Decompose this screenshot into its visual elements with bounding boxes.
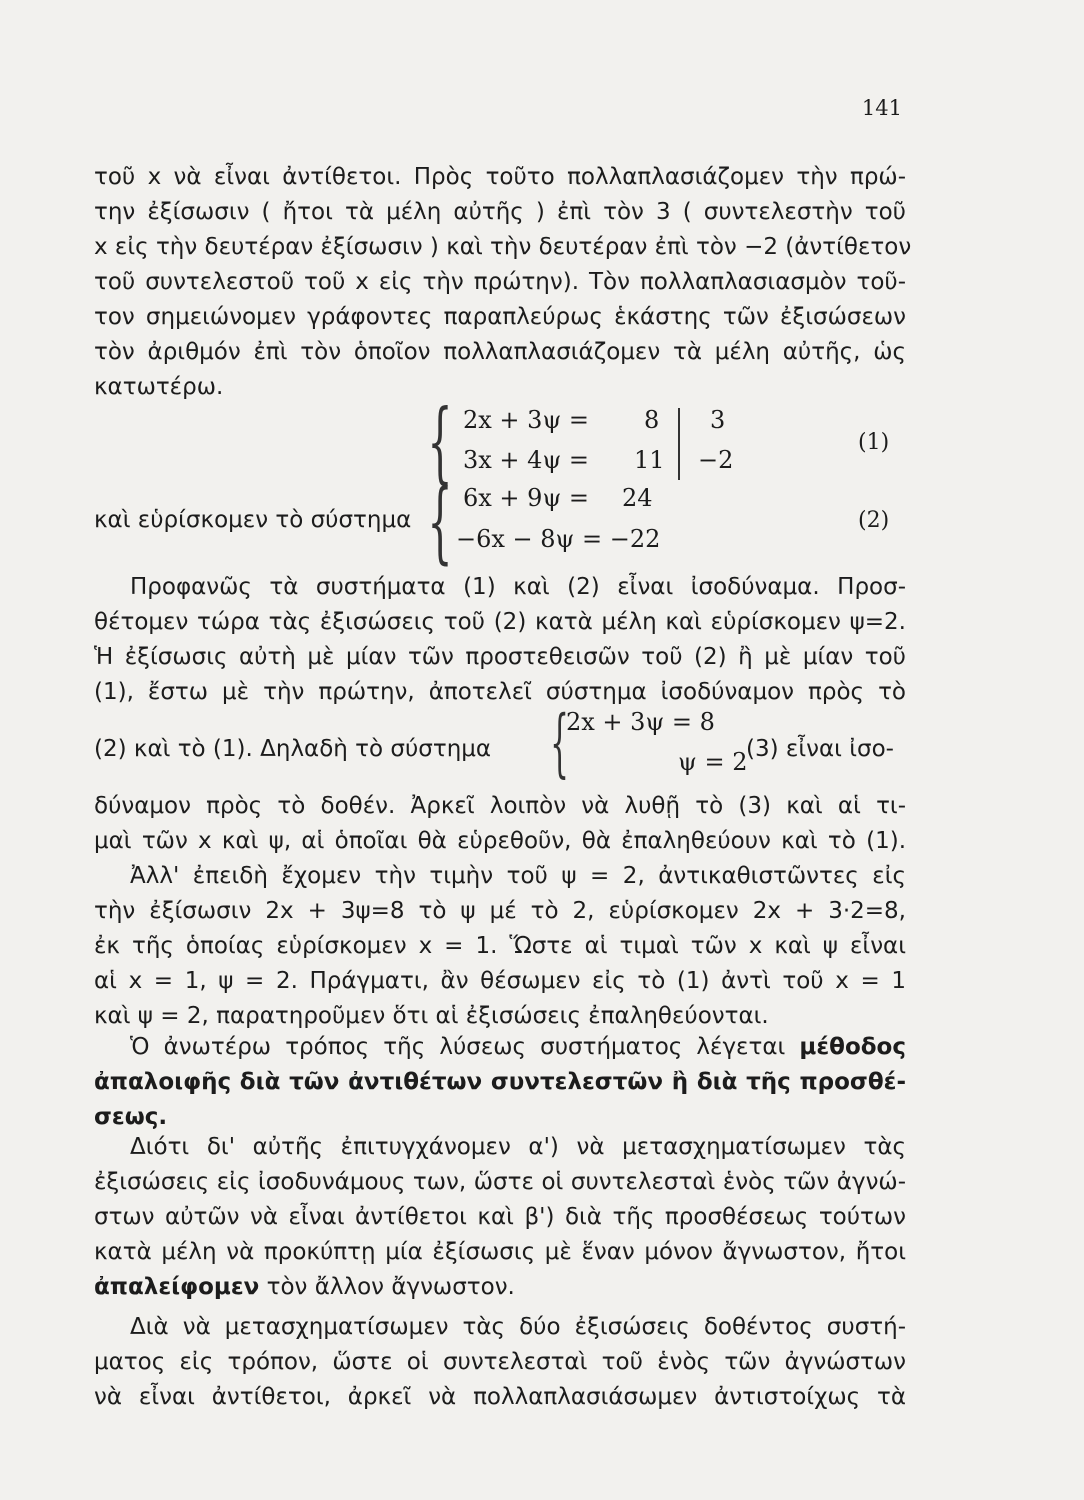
text-line: δύναμον πρὸς τὸ δοθέν. Ἀρκεῖ λοιπὸν νὰ λυθῇ τὸ (3) καὶ αἱ τι- xyxy=(94,793,906,819)
equation-1-left: 2x + 3ψ = xyxy=(463,406,589,434)
text-span: τὸν ἄλλον ἄγνωστον. xyxy=(266,1274,515,1300)
text-line: ἐξισώσεις εἰς ἰσοδυνάμους των, ὥστε οἱ συντελεσταὶ ἑνὸς τῶν ἀγνώ- xyxy=(94,1169,906,1195)
paragraph-2 xyxy=(94,570,906,710)
text-line: τοῦ x νὰ εἶναι ἀντίθετοι. Πρὸς τοῦτο πολλαπλασιάζομεν τὴν πρώ- xyxy=(94,164,906,190)
text-line: Προφανῶς τὰ συστήματα (1) καὶ (2) εἶναι ἰσοδύναμα. Προσ- xyxy=(130,574,906,600)
text-line: x εἰς τὴν δευτέραν ἐξίσωσιν ) καὶ τὴν δευτέραν ἐπὶ τὸν −2 (ἀντίθετον xyxy=(94,234,912,260)
multiplier-1: 3 xyxy=(710,406,726,434)
text-line: την ἐξίσωσιν ( ἤτοι τὰ μέλη αὐτῆς ) ἐπὶ τὸν 3 ( συντελεστὴν τοῦ xyxy=(94,199,906,225)
text-line: νὰ εἶναι ἀντίθετοι, ἀρκεῖ νὰ πολλαπλασιάσωμεν ἀντιστοίχως τὰ xyxy=(94,1384,906,1410)
bold-term: ἀπαλοιφῆς διὰ τῶν ἀντιθέτων συντελεστῶν ἢ διὰ τῆς προσθέ- xyxy=(94,1069,906,1095)
text-line: κατωτέρω. xyxy=(94,374,224,400)
text-line xyxy=(94,1065,906,1100)
separator-line xyxy=(678,408,680,480)
text-span: Ὁ ἀνωτέρω τρόπος τῆς λύσεως συστήματος λέγεται xyxy=(130,1034,786,1060)
system-3-intro: (2) καὶ τὸ (1). Δηλαδὴ τὸ σύστημα xyxy=(94,736,492,762)
text-line: μαὶ τῶν x καὶ ψ, αἱ ὁποῖαι θὰ εὑρεθοῦν, θὰ ἐπαληθεύουν καὶ τὸ (1). xyxy=(94,828,906,854)
equation-2-left: 3x + 4ψ = xyxy=(463,446,589,474)
text-line: ἐκ τῆς ὁποίας εὑρίσκομεν x = 1. Ὥστε αἱ τιμαὶ τῶν x καὶ ψ εἶναι xyxy=(94,933,906,959)
text-line: τὸν ἀριθμόν ἐπὶ τὸν ὁποῖον πολλαπλασιάζομεν τὰ μέλη αὐτῆς, ὡς xyxy=(94,339,906,365)
text-line: τοῦ συντελεστοῦ τοῦ x εἰς τὴν πρώτην). Τὸν πολλαπλασιασμὸν τοῦ- xyxy=(94,269,906,295)
paragraph-5 xyxy=(94,1130,906,1305)
system-label-2: (2) xyxy=(858,508,890,533)
multiplier-2: −2 xyxy=(698,446,734,474)
left-brace: { xyxy=(427,470,453,573)
text-line: αἱ x = 1, ψ = 2. Πράγματι, ἂν θέσωμεν εἰς τὸ (1) ἀντὶ τοῦ x = 1 xyxy=(94,968,906,994)
equation-3-right: 24 xyxy=(622,484,653,512)
equation-6: ψ = 2 xyxy=(678,748,748,776)
text-line: ματος εἰς τρόπον, ὥστε οἱ συντελεσταὶ τοῦ ἑνὸς τῶν ἀγνώστων xyxy=(94,1349,906,1375)
bold-term: σεως. xyxy=(94,1104,168,1130)
left-brace: { xyxy=(550,700,569,786)
text-line: καὶ ψ = 2, παρατηροῦμεν ὅτι αἱ ἐξισώσεις ἐπαληθεύονται. xyxy=(94,1003,769,1029)
paragraph-6 xyxy=(94,1310,906,1415)
system-3-after: (3) εἶναι ἰσο- xyxy=(746,736,894,762)
equation-4: −6x − 8ψ = −22 xyxy=(456,525,661,553)
equation-1-right: 8 xyxy=(644,406,660,434)
bold-term: ἀπαλείφομεν xyxy=(94,1274,260,1300)
bold-term: μέθοδος xyxy=(799,1034,906,1060)
text-line: Διὰ νὰ μετασχηματίσωμεν τὰς δύο ἐξισώσεις δοθέντος συστή- xyxy=(130,1314,906,1340)
text-line: Ἡ ἐξίσωσις αὐτὴ μὲ μίαν τῶν προστεθεισῶν τοῦ (2) ἢ μὲ μίαν τοῦ xyxy=(94,644,906,670)
page-number: 141 xyxy=(861,96,902,120)
system-label-1: (1) xyxy=(858,430,890,455)
equation-3-left: 6x + 9ψ = xyxy=(463,484,589,512)
paragraph-4 xyxy=(94,1030,906,1135)
system-2-intro: καὶ εὑρίσκομεν τὸ σύστημα xyxy=(94,507,412,533)
text-line: θέτομεν τώρα τὰς ἐξισώσεις τοῦ (2) κατὰ μέλη καὶ εὑρίσκομεν ψ=2. xyxy=(94,609,906,635)
text-line xyxy=(94,1270,906,1305)
equation-2-right: 11 xyxy=(634,446,665,474)
text-line xyxy=(94,1030,906,1065)
equation-5: 2x + 3ψ = 8 xyxy=(566,708,715,736)
left-brace: { xyxy=(427,390,453,493)
paragraph-3 xyxy=(94,789,906,1034)
text-line: Διότι δι' αὐτῆς ἐπιτυγχάνομεν α') νὰ μετασχηματίσωμεν τὰς xyxy=(130,1134,906,1160)
text-line: στων αὐτῶν νὰ εἶναι ἀντίθετοι καὶ β') διὰ τῆς προσθέσεως τούτων xyxy=(94,1204,906,1230)
text-line: (1), ἔστω μὲ τὴν πρώτην, ἀποτελεῖ σύστημα ἰσοδύναμον πρὸς τὸ xyxy=(94,679,906,705)
text-line: κατὰ μέλη νὰ προκύπτῃ μία ἐξίσωσις μὲ ἕναν μόνον ἄγνωστον, ἤτοι xyxy=(94,1239,906,1265)
text-line: τὴν ἐξίσωσιν 2x + 3ψ=8 τὸ ψ μέ τὸ 2, εὑρίσκομεν 2x + 3·2=8, xyxy=(94,898,906,924)
paragraph-1 xyxy=(94,160,912,405)
text-line: τον σημειώνομεν γράφοντες παραπλεύρως ἑκάστης τῶν ἐξισώσεων xyxy=(94,304,906,330)
text-line: Ἀλλ' ἐπειδὴ ἔχομεν τὴν τιμὴν τοῦ ψ = 2, ἀντικαθιστῶντες εἰς xyxy=(130,863,906,889)
